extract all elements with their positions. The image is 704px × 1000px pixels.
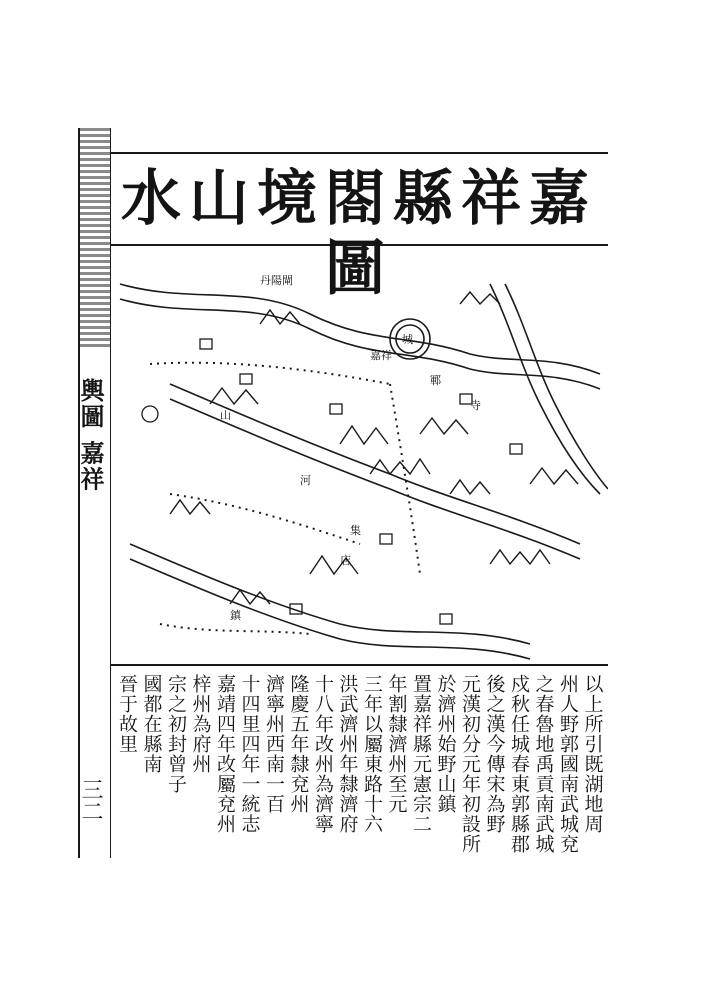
mountain-range (170, 292, 578, 604)
road (150, 363, 390, 384)
map-title: 嘉祥縣閤境山水圖 (121, 164, 597, 304)
text-column: 州人野郭國南武城兗 (557, 674, 579, 854)
map-label: 寺 (470, 399, 481, 412)
map-label: 集 (350, 524, 361, 537)
river-south (130, 544, 530, 644)
text-column: 國都在縣南 (140, 674, 163, 774)
text-column: 元漢初分元年初設所 (459, 674, 481, 854)
river-north (120, 284, 600, 374)
river-main (170, 384, 580, 544)
map-drawing (110, 244, 608, 664)
village-markers (142, 339, 522, 624)
text-column: 置嘉祥縣元憲宗二 (410, 674, 432, 834)
description-text (110, 668, 606, 858)
text-column: 三年以屬東路十六 (361, 674, 383, 834)
map-label: 城 (402, 333, 413, 346)
text-column: 洪武濟州年隸濟府 (336, 674, 359, 834)
text-column: 年割隸濟州至元 (385, 674, 408, 814)
section-label: 輿圖 嘉祥 (76, 378, 105, 493)
text-column: 於濟州始野山鎮 (434, 674, 457, 814)
map-label: 山 (220, 409, 231, 422)
text-column: 隆慶五年隸兗州 (287, 674, 310, 814)
map-label: 鎮 (230, 609, 241, 622)
text-column: 以上所引既湖地周 (581, 674, 604, 834)
map-label: 河 (300, 474, 311, 487)
text-column: 後之漢今傳宋為野 (483, 674, 506, 834)
page-number: 三二 (78, 778, 103, 822)
text-column: 之春魯地禹貢南武城 (532, 674, 555, 854)
text-column: 宗之初封曾子 (165, 674, 187, 794)
county-map (110, 244, 608, 666)
text-column: 戍秋任城春東郭縣郡 (508, 674, 530, 854)
text-column: 十四里四年一統志 (238, 674, 261, 834)
text-column: 十八年改州為濟寧 (312, 674, 334, 834)
map-label: 店 (340, 554, 351, 567)
text-column: 濟寧州西南一百 (263, 674, 285, 814)
text-column: 晉于故里 (116, 674, 138, 754)
text-column: 梓州為府州 (189, 674, 212, 774)
map-label: 鄆 (430, 374, 441, 387)
map-label: 丹陽閘 (260, 274, 293, 287)
text-column: 嘉靖四年改屬兗州 (214, 674, 236, 834)
map-label: 嘉祥 (370, 349, 392, 362)
